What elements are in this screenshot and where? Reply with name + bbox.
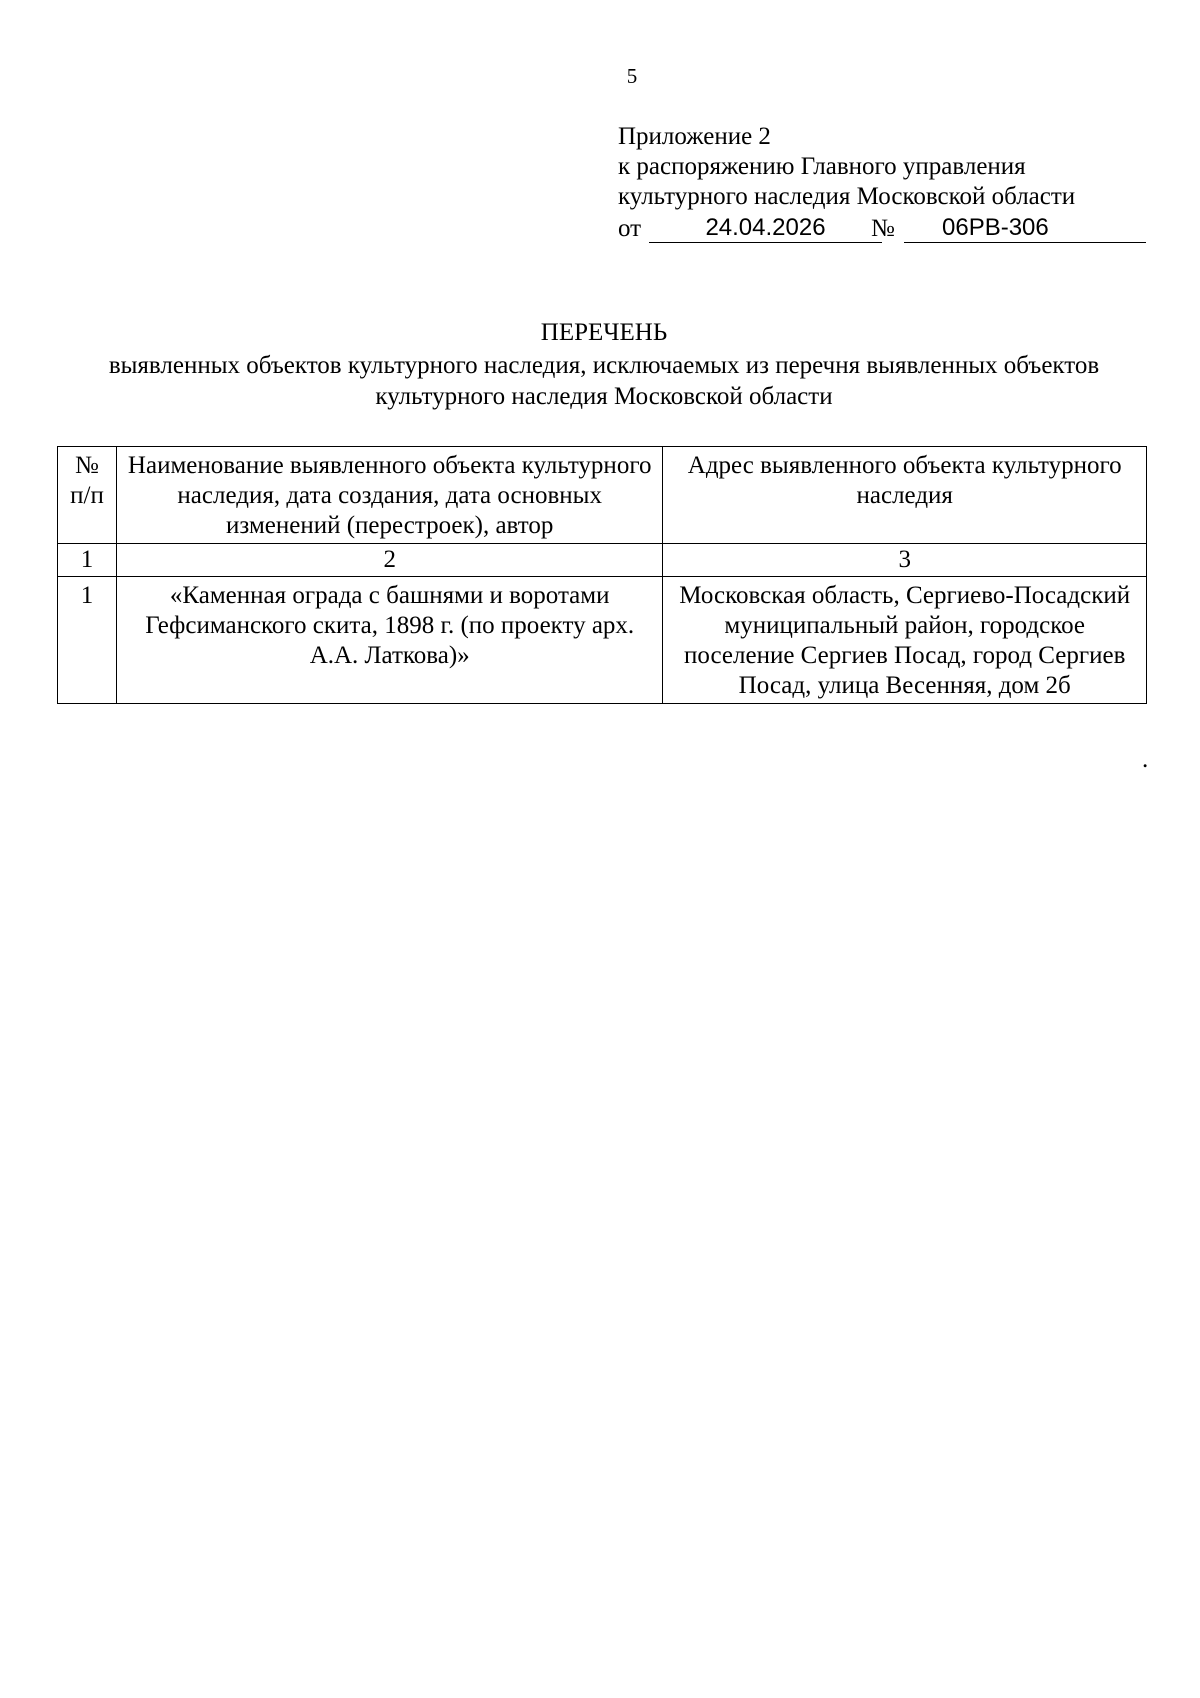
appendix-block (618, 122, 1178, 244)
column-number-2: 2 (116, 544, 662, 577)
column-number-1: 1 (58, 544, 117, 577)
number-label: № (871, 215, 895, 242)
document-title: ПЕРЕЧЕНЬ (540, 319, 668, 346)
column-number-3: 3 (663, 544, 1147, 577)
row-object-address: Московская область, Сергиево-Посадский муниципальный район, городское поселение Сергиев Посад, город Сергиев Посад, улица Весенняя, дом 2б (663, 577, 1147, 704)
order-number: 06РВ-306 (904, 214, 1146, 243)
page-number: 5 (626, 64, 638, 88)
document-heading (60, 317, 1148, 412)
header-object-address: Адрес выявленного объекта культурного наследия (663, 447, 1147, 544)
table-column-numbers-row (58, 544, 1147, 577)
appendix-date-number-line (618, 214, 1178, 244)
order-date: 24.04.2026 (649, 214, 882, 243)
header-number: № п/п (58, 447, 117, 544)
appendix-title: Приложение 2 (618, 123, 771, 150)
appendix-authority-line: культурного наследия Московской области (618, 183, 1076, 210)
row-object-name: «Каменная ограда с башнями и воротами Гефсиманского скита, 1898 г. (по проекту арх. А.А. Латкова)» (116, 577, 662, 704)
appendix-order-line: к распоряжению Главного управления (618, 153, 1026, 180)
document-subtitle: выявленных объектов культурного наследия, исключаемых из перечня выявленных объектов культурного наследия Московской области (108, 352, 1100, 410)
table-header-row (58, 447, 1147, 544)
header-object-name: Наименование выявленного объекта культурного наследия, дата создания, дата основных изменений (перестроек), автор (116, 447, 662, 544)
end-mark: . (1142, 746, 1149, 773)
table-row (58, 577, 1147, 704)
from-label: от (618, 215, 642, 242)
heritage-objects-table (57, 446, 1147, 704)
row-number: 1 (58, 577, 117, 704)
